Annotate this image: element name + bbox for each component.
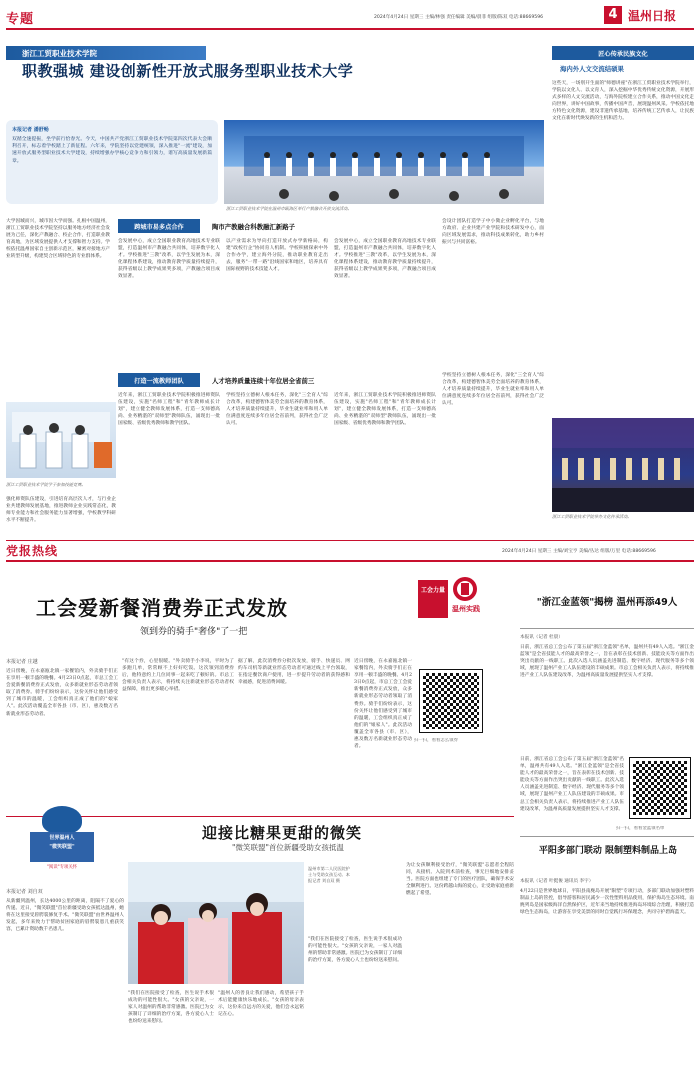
news-section: 党报热线 xyxy=(6,544,59,558)
body-col-2: 会发展中心，成立全国职业教育高地技术专业联盟，打造温州市产教融合共同体，培养数字化人才。学校推进"三教"改革，以学生发展为本，深化课程体系建设，推动教育教学质量持续提升，获得省级以上教学成果奖多项，产教融合项目成效显著。 xyxy=(118,239,220,280)
event-photo xyxy=(224,120,544,204)
lead-text: 双循全速提振，坐学前行恰春光。今天，中国共产党浙江工贸职业技术学院第四次代表大会顺利召开，标志着学校踏上了新征程。六年来，学院坚持以党建统领，深入推进"一流"建设，加速开放式服务型职业技术大学建设，持续增强办学核心竞争力和引领力，谱写高质量发展新篇章。 xyxy=(12,137,212,164)
body-col-8: 近年来，浙江工贸职业技术学院积极推进师资队伍建设，实施"名师工程"和"青年教师成长计划"，建立健全教师发展体系，打造一支师德高尚、业务精湛的"双师型"教师队伍，涌现出一批国家级、省级优秀教师和教学团队。 xyxy=(334,393,436,427)
qr-caption-2: 扫一扫，看看金蓝领名单 xyxy=(616,826,665,831)
news-body-4: 近日傍晚，在永嘉瓯北镇一家餐馆内，外卖骑手们正在享用一顿丰盛的晚餐。4月23日0点起，市总工会工会爱新餐消费券正式发放，众多新就业形态劳动者领取了消费券。骑手们纷纷表示，这份关怀让他们感受到了城市的温暖，工会组织真正成了他们的"娘家人"。此次活动覆盖全市各县（市、区），惠及数万名新就业形态劳动者。 xyxy=(354,659,412,750)
news-body-8: "我们在医院接受了检查，医生说手术很成功的可能性很大。"女孩的父亲说，一家人对温州的帮助非常感激。医院已为女孩制订了详细的治疗方案，各方爱心人士也纷纷送来慰问。 xyxy=(308,937,402,964)
news-body-3: 据了解，此次消费券分批次发放，骑手、快递员、网约车司机等新就业形态劳动者可通过线上平台领取，在指定餐饮商户使用，进一步提升劳动者的获得感和幸福感，促进消费回暖。 xyxy=(238,659,350,686)
photo-caption: 浙江工贸职业技术学院在温州市瓯海区举行产教融合开放交流活动。 xyxy=(226,206,352,211)
qr-code-icon[interactable] xyxy=(420,670,482,732)
stage-photo-icon xyxy=(552,418,694,512)
event-photo-icon xyxy=(224,120,544,204)
news-subhead: 领到券的骑手"奢侈"了一把 xyxy=(140,627,248,637)
body-col-4: 会发展中心，成立全国职业教育高地技术专业联盟，打造温州市产教融合共同体，培养数字化人才。学校推进"三教"改革，以学生发展为本，深化课程体系建设，推动教育教学质量持续提升，获得省级以上教学成果奖多项，产教融合项目成效显著。 xyxy=(334,239,436,280)
hospital-caption: 温州市第二人民医院护士与受助女孩互动。本报记者 刘自双 摄 xyxy=(308,866,350,883)
news-rule xyxy=(6,560,694,562)
right-headline: "浙江金蓝领"揭榜 温州再添49人 xyxy=(536,597,678,608)
feature2-subhead: "微笑联盟"首位新疆受助女孩抵温 xyxy=(232,843,344,852)
right-kicker-text: 匠心传承民族文化 xyxy=(553,47,693,59)
header-meta: 2024年4月24日 星期三 主编/林强 责任编辑 美编/晨菲 组版/陈双 电话:88669596 xyxy=(374,15,544,20)
feature2-headline: 迎接比糖果更甜的微笑 xyxy=(202,824,363,842)
news-body-9: 为让女孩顺利接受治疗，"微笑联盟"志愿者全程陪同，从接机、入院到术前检查，事无巨细地安排妥当。医院方面也组建了专门的医疗团队，确保手术安全顺利进行。这份跨越山海的爱心，让受助家庭重新燃起了希望。 xyxy=(406,863,514,897)
section-label: 专题 xyxy=(6,12,35,27)
low-kicker: 打造一流教师团队 xyxy=(118,373,200,387)
body-col-5: 会设计团队打造学子中小微企业孵化平台，与地方政府、企业共建产业学院和技术研发中心，面向区域发展需求，推动科技成果转化，助力乡村振兴与共同富裕。 xyxy=(442,219,544,246)
byline: 本报记者 潘舒畅 xyxy=(12,127,49,133)
byline-2: 本报记者 刘自双 xyxy=(6,889,43,895)
stage-photo xyxy=(552,418,694,512)
union-badge xyxy=(418,574,508,624)
qr-caption-1: 扫一扫，看看怎么领券 xyxy=(414,738,458,743)
news-body-7: "温州人的善良让我们感动，希望孩子手术后能健康快乐地成长。"女孩的母亲表示，这份来自远方的关爱，他们会永远铭记在心。 xyxy=(218,991,304,1018)
lab-photo xyxy=(6,402,116,478)
right-news-body-2: 日前，浙江省总工会公布了第五届"浙江金蓝领"名单，温州共有49人入选。"浙江金蓝领"是全省技能人才的最高荣誉之一，旨在表彰在技术创新、技能攻关等方面作出突出贡献的一线职工。此次入选人员涵盖先进制造、数字经济、现代服务等多个领域，展现了温州产业工人队伍建设的丰硕成果。市总工会相关负责人表示，将持续推进产业工人队伍建设改革，为温州高质量发展提供坚实人才支撑。 xyxy=(520,757,624,812)
wz-badge-bot: "阅读"专项关怀 xyxy=(46,865,78,870)
low-kicker-row xyxy=(118,372,438,388)
mid-kicker: 跨城市易多点合作 xyxy=(118,219,200,233)
wz-badge-mid: "微笑联盟" xyxy=(49,844,75,850)
news-body-5: 从新疆到温州，长达4000公里的距离，阻隔不了爱心的传递。近日，"微笑联盟"首位新疆受助女孩抵达温州，她将在这里接受唇腭裂修复手术。"微笑联盟"由世界温州人发起，多年来致力于帮助贫困家庭的唇腭裂患儿重获笑容，已累计资助数千名患儿。 xyxy=(6,899,124,933)
wz-badge-top: 世界温州人 xyxy=(49,835,75,841)
feature-banner: 浙江工贸职业技术学院 xyxy=(6,46,206,60)
page-header xyxy=(6,6,694,26)
right2-headline: 平阳多部门联动 限制塑料制品上岛 xyxy=(538,846,678,856)
right-news-body: 日前，浙江省总工会公布了第五届"浙江金蓝领"名单，温州共有49人入选。"浙江金蓝领"是全省技能人才的最高荣誉之一，旨在表彰在技术创新、技能攻关等方面作出突出贡献的一线职工。此次入选人员涵盖先进制造、数字经济、现代服务等多个领域，展现了温州产业工人队伍建设的丰硕成果。市总工会相关负责人表示，将持续推进产业工人队伍建设改革，为温州高质量发展提供坚实人才支撑。 xyxy=(520,645,694,679)
qr-code-icon[interactable] xyxy=(630,758,690,818)
news-body-2: "有这个券，心里很暖。"外卖骑手小李说，平时为了多跑几单，常常顾不上好好吃饭。这次领到消费券后，他特意约上几位同事一起来吃了顿好的。市总工会相关负责人表示，将持续关注新就业形态劳动者权益保障，推出更多暖心举措。 xyxy=(122,659,234,693)
wz-badge xyxy=(30,806,94,876)
page-number: 4 xyxy=(604,6,622,24)
news-body-1: 近日傍晚，在永嘉瓯北镇一家餐馆内，外卖骑手们正在享用一顿丰盛的晚餐。4月23日0点起，市总工会工会爱新餐消费券正式发放，众多新就业形态劳动者领取了消费券。骑手们纷纷表示，这份关怀让他们感受到了城市的温暖，工会组织真正成了他们的"娘家人"。此次活动覆盖全市各县（市、区），惠及数万名新就业形态劳动者。 xyxy=(6,669,118,717)
news-body-6: "我们在医院接受了检查，医生说手术很成功的可能性很大。"女孩的父亲说，一家人对温州的帮助非常感激。医院已为女孩制订了详细的治疗方案，各方爱心人士也纷纷送来慰问。 xyxy=(128,991,214,1025)
byline-1: 本报记者 庄越 xyxy=(6,659,38,665)
body-col-6: 近年来，浙江工贸职业技术学院积极推进师资队伍建设，实施"名师工程"和"青年教师成长计划"，建立健全教师发展体系，打造一支师德高尚、业务精湛的"双师型"教师队伍，涌现出一批国家级、省级优秀教师和教学团队。 xyxy=(118,393,220,427)
body-col-3: 以产业需求为导向打造开放式办学新格局，构建"政校行企"协同育人机制。学校积极探索中外合作办学，建立海外分院，推动职业教育走出去，服务"一带一路"沿线国家和地区，培养具有国际视野的技术技能人才。 xyxy=(226,239,328,273)
low-subhead: 人才培养质量连续十年位居全省前三 xyxy=(212,376,315,385)
hospital-photo-icon xyxy=(128,862,304,984)
body-col-9: 学校坚持立德树人根本任务，深化"三全育人"综合改革，构建德智体美劳全面培养的教育体系，人才培养质量持续提升，毕业生就业率和用人单位满意度连续多年位居全省前列，获得社会广泛认可。 xyxy=(442,373,544,407)
wz-badge-icon xyxy=(42,806,82,834)
union-badge-top: 工会力量 xyxy=(418,580,448,618)
right-kicker xyxy=(552,46,694,60)
body-col-1: 大学因城而兴，城市因大学而强。扎根中国温州，浙江工贸职业技术学院坚持以服务地方经济社会发展为己任，深化产教融合、校企合作，打造职业教育高地，为区域发展提供人才支撑和智力支持。学校依托温州国家自主创新示范区，紧密对接地方产业转型升级，构建契合区域特色的专业群体系。 xyxy=(6,219,110,260)
lead-box xyxy=(6,120,218,204)
stage-caption: 浙江工贸职业技术学院举办文化传承活动。 xyxy=(552,514,632,519)
lab-caption: 浙江工贸职业技术学院学子参加技能竞赛。 xyxy=(6,482,86,487)
right2-byline: 本报讯（记者 叶挺俊 通讯员 李宇） xyxy=(520,879,594,884)
right-rule xyxy=(520,628,694,629)
right2-body: 4月22日是世界地球日，平阳县南麂岛开展"限塑"专项行动，多部门联动加强对塑料制品上岛的管控，倡导游客和居民减少一次性塑料用品使用，保护海岛生态环境。南麂列岛是国家级海洋自然保护区，近年来当地持续推进海岛环境综合治理，积极打造绿色生态海岛，让游客在享受美景的同时自觉践行环保理念，共同守护碧海蓝天。 xyxy=(520,889,694,916)
right-subhead: 海内外人文交流结硕果 xyxy=(560,65,624,73)
mid-subhead: 陶市产教融合科教融汇新路子 xyxy=(212,222,296,231)
hospital-photo xyxy=(128,862,304,984)
union-logo-icon xyxy=(452,576,478,602)
news-headline: 工会爱新餐消费券正式发放 xyxy=(36,596,288,620)
lab-photo-icon xyxy=(6,402,116,478)
union-badge-text: 温州实践 xyxy=(452,605,480,613)
page-divider xyxy=(6,540,694,541)
paper-logo: 温州日报 xyxy=(628,9,677,23)
feature-headline: 职教强城 建设创新性开放式服务型职业技术大学 xyxy=(22,62,354,80)
body-col-7: 学校坚持立德树人根本任务，深化"三全育人"综合改革，构建德智体美劳全面培养的教育体系，人才培养质量持续提升，毕业生就业率和用人单位满意度连续多年位居全省前列，获得社会广泛认可。 xyxy=(226,393,328,427)
body-col-1b: 强化师资队伍建设，引进培育高层次人才，与行业企业共建教师发展基地，推进教师企业实践常态化，教师专业能力和社会服务能力显著增强，学校教学科研水平不断提升。 xyxy=(6,497,116,524)
wz-badge-body xyxy=(30,832,94,862)
right2-rule xyxy=(520,836,694,837)
right-byline: 本报讯（记者 杜晨） xyxy=(520,635,563,640)
news-meta: 2024年4月24日 星期三 主编/刘宝亨 美编/丛达 组版/万里 电话:88669596 xyxy=(502,549,656,554)
right-body: 这些天，一场别开生面的"师德讲座"在浙江工贸职业技术学院举行，学院以文化人、以文育人，深入挖掘中华优秀传统文化资源，开展形式多样的人文交流活动，与海外院校建立合作关系，推动中国文化走向世界，讲好中国故事，传播中国声音，展现温州风采。学校依托地方特色文化资源，建设非遗传承基地，培养传统工艺传承人，让民族文化在新时代焕发新的生机和活力。 xyxy=(552,81,694,122)
header-rule xyxy=(6,28,694,30)
